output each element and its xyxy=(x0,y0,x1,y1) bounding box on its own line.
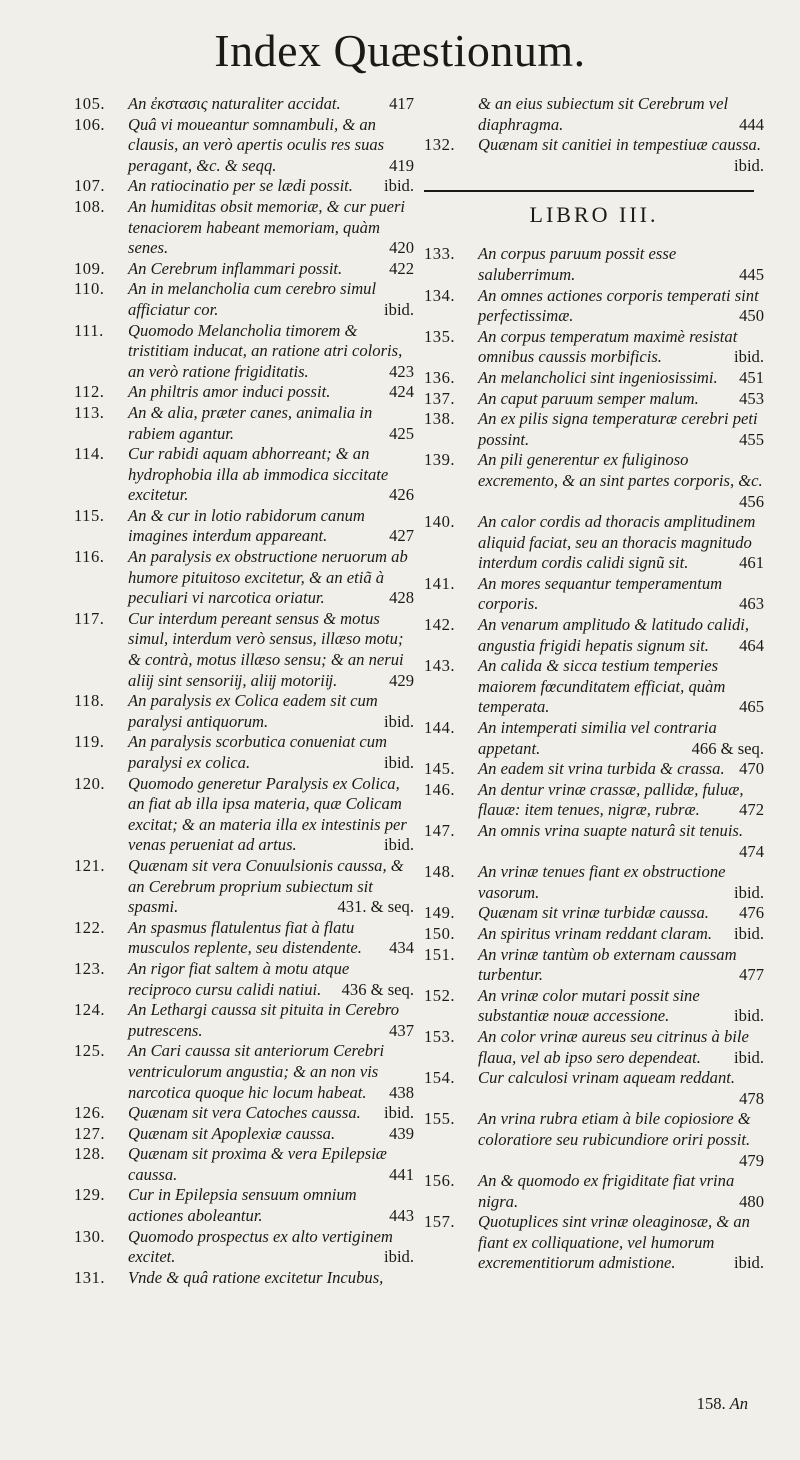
entry-page: 464 xyxy=(739,635,764,655)
index-entry xyxy=(424,615,764,656)
entry-number: 156. xyxy=(424,1171,456,1191)
entry-page: ibid. xyxy=(384,176,414,196)
entry-page: ibid. xyxy=(734,155,764,175)
entries-libro-iii xyxy=(424,244,764,1274)
entry-number: 135. xyxy=(424,326,456,346)
entry-page: 478 xyxy=(739,1088,764,1108)
entry-text: An calor cordis ad thoracis amplitudinem aliquid faciat, seu an thoracis magnitudo interdum cordis calidi signũ sit. xyxy=(478,512,756,573)
entry-page: 426 xyxy=(389,485,414,505)
entry-number: 154. xyxy=(424,1068,456,1088)
entry-number: 147. xyxy=(424,821,456,840)
index-entry xyxy=(74,918,414,959)
entry-text: An venarum amplitudo & latitudo calidi, angustia frigidi hepatis signum sit. xyxy=(478,615,750,655)
index-entry xyxy=(424,1171,764,1212)
entries-libro-ii-end xyxy=(424,135,764,176)
entry-page: 463 xyxy=(739,594,764,614)
entry-text: An vrinæ color mutari possit sine substantiæ nouæ accessione. xyxy=(478,985,700,1026)
entry-page: 470 xyxy=(739,759,764,779)
entry-text: An vrina rubra etiam à bile copiosiore & coloratiore seu rubicundiore oriri possit. xyxy=(478,1109,751,1149)
entry-text: An & quomodo ex frigiditate fiat vrina nigra. xyxy=(478,1171,735,1211)
entry-number: 128. xyxy=(74,1144,106,1164)
entry-page: 436 & seq. xyxy=(341,979,414,999)
entry-page: ibid. xyxy=(734,347,764,367)
entry-number: 122. xyxy=(74,917,106,937)
index-entry xyxy=(424,368,764,389)
catchword-word: An xyxy=(729,1394,748,1413)
entry-page: 465 xyxy=(739,697,764,717)
index-entry xyxy=(424,759,764,780)
entry-number: 132. xyxy=(424,135,456,155)
entry-text: Cur rabidi aquam abhorreant; & an hydrophobia illa ab immodica siccitate excitetur. xyxy=(128,444,389,505)
index-entry xyxy=(74,197,414,259)
entry-text: An in melancholia cum cerebro simul afficiatur cor. xyxy=(128,279,377,319)
entry-text: An Cerebrum inflammari possit. xyxy=(128,258,343,278)
entry-page: 455 xyxy=(739,429,764,449)
entry-text: An color vrinæ aureus seu citrinus à bile flaua, vel ab ipso sero dependeat. xyxy=(478,1026,749,1067)
index-entry xyxy=(74,1268,414,1289)
entry-text: An intemperati similia vel contraria appetant. xyxy=(478,718,717,758)
entry-text: Vnde & quâ ratione excitetur Incubus, xyxy=(128,1267,384,1287)
entry-number: 134. xyxy=(424,285,456,305)
page-title: Index Quæstionum. xyxy=(214,25,586,76)
section-heading: LIBRO III. xyxy=(529,202,659,228)
entry-text: An ex pilis signa temperaturæ cerebri peti possint. xyxy=(478,409,758,449)
entry-number: 107. xyxy=(74,176,106,196)
entry-text: An vrinæ tenues fiant ex obstructione vasorum. xyxy=(478,862,726,902)
entry-number: 149. xyxy=(424,903,456,923)
entry-page: ibid. xyxy=(734,882,764,902)
index-entry xyxy=(74,94,414,115)
entry-page: 479 xyxy=(739,1150,764,1170)
entry-number: 133. xyxy=(424,244,456,264)
entry-number: 119. xyxy=(74,732,105,752)
entry-number: 106. xyxy=(74,114,106,134)
entry-number: 137. xyxy=(424,388,456,408)
entry-page: 453 xyxy=(739,388,764,408)
entry-text: An dentur vrinæ crassæ, pallidæ, fuluæ, flauæ: item tenues, nigræ, rubræ. xyxy=(478,779,744,820)
entry-text: Quænam sit vera Conuulsionis caussa, & an Cerebrum proprium subiectum sit spasmi. xyxy=(128,855,404,917)
catchword xyxy=(697,1394,748,1414)
entry-text: An & cur in lotio rabidorum canum imagines interdum appareant. xyxy=(128,505,365,546)
entry-text: Quænam sit vera Catoches caussa. xyxy=(128,1103,361,1123)
entry-number: 143. xyxy=(424,656,456,676)
continuation-entry xyxy=(424,94,764,135)
entry-number: 138. xyxy=(424,409,456,429)
entry-page: ibid. xyxy=(384,711,414,731)
entry-number: 110. xyxy=(74,279,105,299)
entry-text: An spiritus vrinam reddant claram. xyxy=(478,923,712,943)
index-entry xyxy=(74,1000,414,1041)
entry-text: Quâ vi moueantur somnambuli, & an clausis, an verò apertis oculis res suas peragant, &c. & seqq. xyxy=(128,114,385,175)
entry-page: 438 xyxy=(389,1082,414,1102)
entry-text: Cur calculosi vrinam aqueam reddant. xyxy=(478,1068,736,1088)
entry-page: ibid. xyxy=(734,923,764,943)
entry-text: An ratiocinatio per se lædi possit. xyxy=(128,176,353,196)
entry-text: An vrinæ tantùm ob externam caussam turbentur. xyxy=(478,944,737,985)
entry-number: 141. xyxy=(424,573,456,593)
entry-page: ibid. xyxy=(384,1103,414,1123)
index-entry xyxy=(424,1212,764,1274)
entry-page: ibid. xyxy=(384,835,414,855)
entry-page: ibid. xyxy=(384,299,414,319)
entry-page: 461 xyxy=(739,553,764,573)
entry-text: An & alia, præter canes, animalia in rabiem agantur. xyxy=(128,402,373,443)
index-entry xyxy=(424,718,764,759)
entry-page: 431. & seq. xyxy=(337,897,414,917)
entry-number: 129. xyxy=(74,1185,106,1205)
entry-page: 425 xyxy=(389,423,414,443)
entry-text: An humiditas obsit memoriæ, & cur pueri tenaciorem habeant memoriam, quàm senes. xyxy=(128,196,406,258)
entry-page: 445 xyxy=(739,264,764,284)
entry-number: 145. xyxy=(424,759,456,779)
index-entry xyxy=(424,512,764,574)
index-entry xyxy=(74,1124,414,1145)
entry-text: Quomodo Melancholia timorem & tristitiam inducat, an ratione atri coloris, an verò ratione frigiditatis. xyxy=(128,320,403,381)
entry-text: An omnis vrina suapte naturâ sit tenuis. xyxy=(478,821,744,840)
entry-page: 429 xyxy=(389,670,414,690)
index-entry xyxy=(74,691,414,732)
entry-number: 140. xyxy=(424,512,456,532)
entry-number: 118. xyxy=(74,691,105,711)
entry-text: An corpus paruum possit esse saluberrimum. xyxy=(478,244,677,284)
entry-page: 474 xyxy=(739,841,764,861)
entry-number: 146. xyxy=(424,779,456,799)
index-entry xyxy=(424,924,764,945)
entry-page: 439 xyxy=(389,1123,414,1143)
entry-number: 152. xyxy=(424,985,456,1005)
entry-number: 127. xyxy=(74,1123,106,1143)
entry-text: An Lethargi caussa sit pituita in Cerebro putrescens. xyxy=(128,1000,400,1040)
entry-number: 131. xyxy=(74,1267,106,1287)
index-entry xyxy=(424,821,764,862)
index-entry xyxy=(424,327,764,368)
index-entry xyxy=(74,959,414,1000)
index-entry xyxy=(74,1144,414,1185)
entry-text: Cur in Epilepsia sensuum omnium actiones aboleantur. xyxy=(128,1185,357,1226)
index-entry xyxy=(74,506,414,547)
entry-page: ibid. xyxy=(734,1253,764,1273)
entry-number: 113. xyxy=(74,402,105,422)
index-entry xyxy=(424,1109,764,1171)
entry-text: An mores sequantur temperamentum corporis. xyxy=(478,573,723,614)
index-entry xyxy=(74,732,414,773)
entry-text: Quotuplices sint vrinæ oleaginosæ, & an fiant ex colliquatione, vel humorum excrementitiorum admistione. xyxy=(478,1212,750,1273)
entry-text: An melancholici sint ingeniosissimi. xyxy=(478,367,718,387)
index-entry xyxy=(74,403,414,444)
index-entry xyxy=(424,862,764,903)
entry-text: Quænam sit proxima & vera Epilepsiæ caussa. xyxy=(128,1144,387,1184)
index-entry xyxy=(74,774,414,856)
index-entry xyxy=(74,321,414,383)
entry-number: 157. xyxy=(424,1212,456,1232)
entry-text: An paralysis ex obstructione neruorum ab humore pituitoso excitetur, & an etiã à peculiari vi narcotica oriatur. xyxy=(128,547,408,608)
entry-page: 472 xyxy=(739,800,764,820)
index-entry xyxy=(424,903,764,924)
index-entry xyxy=(74,609,414,691)
index-entry xyxy=(424,945,764,986)
entry-page: ibid. xyxy=(734,1047,764,1067)
entry-page: 423 xyxy=(389,361,414,381)
entry-text: An calida & sicca testium temperies maiorem fœcunditatem efficiat, quàm temperata. xyxy=(478,656,726,717)
entry-number: 111. xyxy=(74,320,104,340)
entry-text: An ἐκστασις naturaliter accidat. xyxy=(128,94,341,113)
entry-number: 144. xyxy=(424,718,456,738)
entry-text: Quænam sit Apoplexiæ caussa. xyxy=(128,1123,336,1143)
entry-page: 428 xyxy=(389,588,414,608)
entry-number: 109. xyxy=(74,258,106,278)
entry-text: Quomodo generetur Paralysis ex Colica, an fiat ab illa ipsa materia, quæ Colicam excitat; & an materia illa ex intestinis per venas perueniat ad artus. xyxy=(128,773,407,855)
entry-page: 434 xyxy=(389,938,414,958)
catchword-number: 158. xyxy=(696,1394,726,1413)
index-entry xyxy=(424,656,764,718)
entry-number: 148. xyxy=(424,862,456,882)
entry-number: 153. xyxy=(424,1026,456,1046)
entry-number: 121. xyxy=(74,855,106,875)
entry-text: An pili generentur ex fuliginoso excremento, & an sint partes corporis, &c. xyxy=(478,450,763,490)
entry-page: 441 xyxy=(389,1164,414,1184)
index-entry xyxy=(74,382,414,403)
entry-number: 108. xyxy=(74,196,106,216)
entry-page: ibid. xyxy=(384,753,414,772)
entry-number: 139. xyxy=(424,450,456,470)
index-entry xyxy=(424,135,764,176)
entry-number: 126. xyxy=(74,1103,106,1123)
index-entry xyxy=(74,279,414,320)
index-entry xyxy=(424,409,764,450)
entry-page: ibid. xyxy=(384,1247,414,1267)
entry-number: 120. xyxy=(74,773,106,793)
entry-page: 443 xyxy=(389,1206,414,1226)
entry-number: 112. xyxy=(74,382,105,402)
entry-number: 117. xyxy=(74,608,105,628)
entry-page: 419 xyxy=(389,155,414,175)
index-entry xyxy=(74,1041,414,1103)
entry-number: 130. xyxy=(74,1226,106,1246)
entry-page: 420 xyxy=(389,238,414,258)
entry-number: 142. xyxy=(424,615,456,635)
index-entry xyxy=(424,244,764,285)
entry-number: 114. xyxy=(74,444,105,464)
entry-page: 424 xyxy=(389,382,414,402)
left-column xyxy=(74,94,414,1288)
entry-text: Quænam sit canitiei in tempestiuæ caussa. xyxy=(478,135,762,155)
index-entry xyxy=(424,1027,764,1068)
entry-page: ibid. xyxy=(734,1006,764,1026)
entry-text: Quomodo prospectus ex alto vertiginem excitet. xyxy=(128,1226,393,1267)
entry-number: 115. xyxy=(74,505,105,525)
index-entry xyxy=(74,1103,414,1124)
entry-page: 456 xyxy=(739,491,764,511)
entry-text: An eadem sit vrina turbida & crassa. xyxy=(478,759,725,779)
entry-text: An caput paruum semper malum. xyxy=(478,388,699,408)
index-entry xyxy=(424,286,764,327)
section-divider xyxy=(424,190,754,192)
entry-text: An spasmus flatulentus fiat à flatu musculos replente, seu distendente. xyxy=(128,917,362,958)
entry-number: 116. xyxy=(74,547,105,567)
entry-text: & an eius subiectum sit Cerebrum vel diaphragma. xyxy=(478,94,729,134)
entry-page: 422 xyxy=(389,258,414,278)
entry-number: 151. xyxy=(424,944,456,964)
entry-text: An paralysis ex Colica eadem sit cum paralysi antiquorum. xyxy=(128,691,378,731)
entry-text: An rigor fiat saltem à motu atque reciproco cursu calidi natiui. xyxy=(128,958,350,999)
entry-number: 125. xyxy=(74,1041,106,1061)
index-entry xyxy=(74,115,414,177)
entry-page: 476 xyxy=(739,903,764,923)
entry-number: 136. xyxy=(424,367,456,387)
index-entry xyxy=(74,547,414,609)
index-entry xyxy=(74,444,414,506)
right-column xyxy=(424,94,764,1274)
entry-page: 450 xyxy=(739,306,764,326)
entry-text: An omnes actiones corporis temperati sint perfectissimæ. xyxy=(478,285,759,326)
entry-number: 105. xyxy=(74,94,106,113)
index-entry xyxy=(74,856,414,918)
entry-text: Quænam sit vrinæ turbidæ caussa. xyxy=(478,903,709,923)
index-entry xyxy=(74,1227,414,1268)
entry-page: 477 xyxy=(739,965,764,985)
index-entry xyxy=(74,176,414,197)
entry-number: 123. xyxy=(74,958,106,978)
index-entry xyxy=(424,780,764,821)
entry-page: 466 & seq. xyxy=(691,738,764,758)
entry-page: 451 xyxy=(739,367,764,387)
entry-page: 444 xyxy=(739,114,764,134)
entry-number: 124. xyxy=(74,1000,106,1020)
index-entry xyxy=(424,986,764,1027)
entry-text: An corpus temperatum maximè resistat omnibus caussis morbificis. xyxy=(478,326,738,367)
entry-page: 437 xyxy=(389,1020,414,1040)
entry-number: 155. xyxy=(424,1109,456,1129)
index-entry xyxy=(424,389,764,410)
entry-text: Cur interdum pereant sensus & motus simul, interdum verò sensus, illæso motu; & contrà, motus illæso sensu; & an nerui aliĳ sint sensoriĳ, aliĳ motoriĳ. xyxy=(128,608,404,690)
entry-number: 150. xyxy=(424,923,456,943)
entry-text: An Cari caussa sit anteriorum Cerebri ventriculorum angustia; & an non vis narcotica quoque hic locum habeat. xyxy=(128,1041,385,1102)
entry-page: 417 xyxy=(389,94,414,113)
entry-page: 480 xyxy=(739,1191,764,1211)
entry-page: 427 xyxy=(389,526,414,546)
index-entry xyxy=(74,1185,414,1226)
entry-text: An paralysis scorbutica conueniat cum paralysi ex colica. xyxy=(128,732,388,772)
index-entry xyxy=(424,1068,764,1109)
index-entry xyxy=(424,574,764,615)
index-entry xyxy=(74,259,414,280)
index-entry xyxy=(424,450,764,512)
entry-text: An philtris amor induci possit. xyxy=(128,382,331,402)
